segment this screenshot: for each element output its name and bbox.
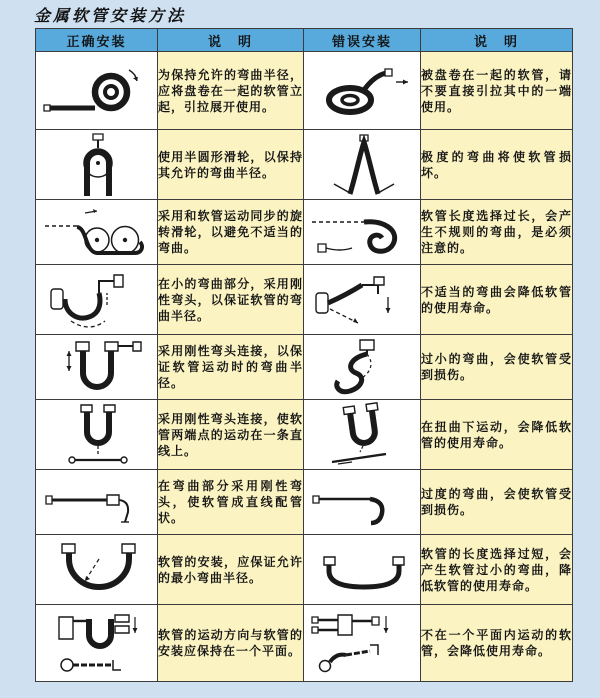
wrong-desc: 被盘卷在一起的软管，请不要直接引拉其中的一端使用。 [421, 52, 573, 130]
table-row [36, 52, 573, 130]
overlong-hose-icon [308, 202, 416, 262]
wrong-diagram-cell [304, 535, 421, 605]
wrong-desc: 在扭曲下运动，会降低软管的使用寿命。 [421, 400, 573, 470]
correct-desc: 在小的弯曲部分，采用刚性弯头，以保证软管的弯曲半径。 [158, 265, 304, 335]
wrong-diagram-cell [304, 265, 421, 335]
non-planar-motion-icon [308, 607, 416, 679]
wrong-desc: 不在一个平面内运动的软管，会降低使用寿命。 [421, 605, 573, 682]
header-correct-note: 说 明 [158, 29, 304, 52]
semicircular-pulley-icon [41, 132, 153, 198]
rigid-elbow-connection-icon [41, 337, 153, 397]
table-row [36, 200, 573, 265]
header-correct-install: 正确安装 [36, 29, 158, 52]
rigid-elbow-small-bend-icon [41, 267, 153, 333]
correct-desc: 使用半圆形滑轮，以保持其允许的弯曲半径。 [158, 130, 304, 200]
too-short-hose-icon [308, 537, 416, 603]
correct-desc: 为保持允许的弯曲半径，应将盘卷在一起的软管立起，引拉展开使用。 [158, 52, 304, 130]
planar-motion-icon [41, 607, 153, 679]
correct-diagram-cell [36, 52, 158, 130]
wrong-desc: 过小的弯曲，会使软管受到损伤。 [421, 335, 573, 400]
wrong-diagram-cell [304, 605, 421, 682]
wrong-desc: 极度的弯曲将使软管损坏。 [421, 130, 573, 200]
table-row [36, 605, 573, 682]
wrong-desc: 软管长度选择过长，会产生不规则的弯曲，是必须注意的。 [421, 200, 573, 265]
wrong-diagram-cell [304, 470, 421, 535]
correct-desc: 采用和软管运动同步的旋转滑轮，以避免不适当的弯曲。 [158, 200, 304, 265]
straight-piping-elbow-icon [41, 472, 153, 532]
page-title: 金属软管安装方法 [34, 8, 187, 25]
correct-desc: 采用刚性弯头连接，使软管两端点的运动在一条直线上。 [158, 400, 304, 470]
wrong-desc: 过度的弯曲，会使软管受到损伤。 [421, 470, 573, 535]
correct-diagram-cell [36, 535, 158, 605]
pulled-coil-icon [308, 56, 416, 126]
table-row [36, 400, 573, 470]
correct-desc: 采用刚性弯头连接，以保证软管运动时的弯曲半径。 [158, 335, 304, 400]
wrong-desc: 软管的长度选择过短，会产生软管过小的弯曲，降低软管的使用寿命。 [421, 535, 573, 605]
table-row [36, 335, 573, 400]
correct-desc: 软管的安装，应保证允许的最小弯曲半径。 [158, 535, 304, 605]
correct-diagram-cell [36, 400, 158, 470]
correct-diagram-cell [36, 605, 158, 682]
rotating-pulleys-icon [41, 202, 153, 262]
wrong-desc: 不适当的弯曲会降低软管的使用寿命。 [421, 265, 573, 335]
wrong-diagram-cell [304, 200, 421, 265]
table-row [36, 535, 573, 605]
correct-diagram-cell [36, 130, 158, 200]
table-row [36, 130, 573, 200]
overbent-elbow-icon [308, 472, 416, 532]
correct-diagram-cell [36, 470, 158, 535]
standing-coil-icon [41, 56, 153, 126]
tight-s-bend-icon [308, 337, 416, 397]
wrong-diagram-cell [304, 400, 421, 470]
inline-motion-u-icon [41, 402, 153, 468]
correct-diagram-cell [36, 265, 158, 335]
header-wrong-install: 错误安装 [304, 29, 421, 52]
correct-desc: 在弯曲部分采用刚性弯头，使软管成直线配管状。 [158, 470, 304, 535]
extreme-fold-icon [308, 132, 416, 198]
improper-bend-icon [308, 267, 416, 333]
correct-diagram-cell [36, 200, 158, 265]
table-row [36, 470, 573, 535]
table-row [36, 265, 573, 335]
header-row [36, 29, 573, 52]
header-wrong-note: 说 明 [421, 29, 573, 52]
min-bend-radius-u-icon [41, 537, 153, 603]
twisted-u-icon [308, 402, 416, 468]
correct-desc: 软管的运动方向与软管的安装应保持在一个平面。 [158, 605, 304, 682]
installation-methods-table [35, 28, 573, 682]
wrong-diagram-cell [304, 335, 421, 400]
wrong-diagram-cell [304, 52, 421, 130]
wrong-diagram-cell [304, 130, 421, 200]
correct-diagram-cell [36, 335, 158, 400]
